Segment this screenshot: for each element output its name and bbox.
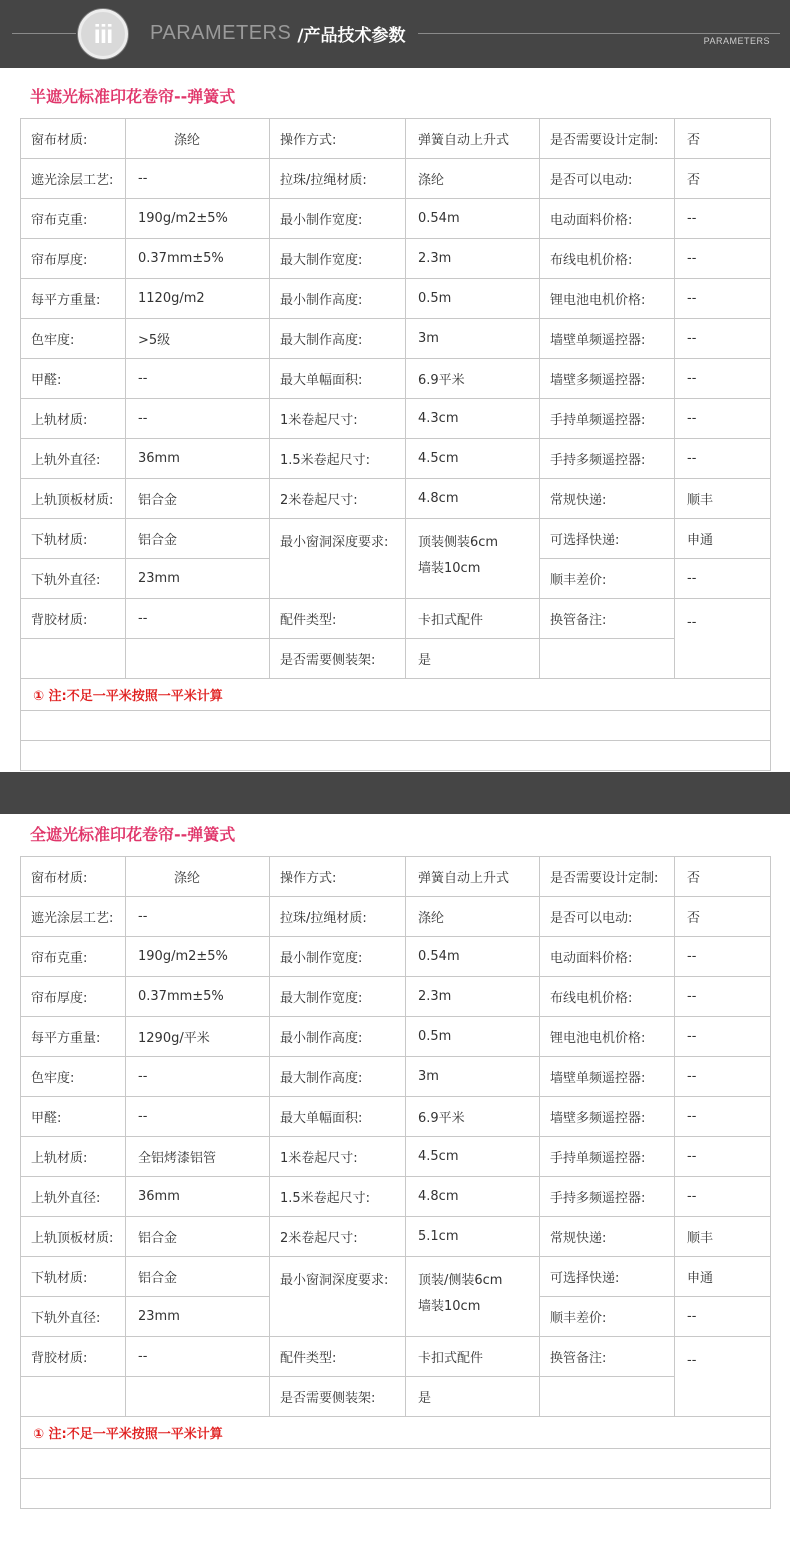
param-value: -- <box>675 199 771 239</box>
table-row <box>21 741 771 771</box>
table-row <box>21 599 771 639</box>
param-value: 顺丰 <box>675 1217 771 1257</box>
param-label: 是否需要设计定制: <box>540 119 675 159</box>
param-value: 0.54m <box>406 199 540 239</box>
param-label: 最小制作宽度: <box>270 937 406 977</box>
param-value: -- <box>675 1057 771 1097</box>
logo-badge <box>78 9 128 59</box>
table-row <box>21 479 771 519</box>
table-row <box>21 1257 771 1297</box>
param-value: -- <box>675 1097 771 1137</box>
param-label: 1.5米卷起尺寸: <box>270 439 406 479</box>
param-value: 铝合金 <box>126 519 270 559</box>
param-value: -- <box>126 1057 270 1097</box>
table-row <box>21 119 771 159</box>
param-value: 23mm <box>126 559 270 599</box>
param-value: 涤纶 <box>406 897 540 937</box>
param-label: 最大制作宽度: <box>270 977 406 1017</box>
param-label: 最小制作宽度: <box>270 199 406 239</box>
param-label: 电动面料价格: <box>540 199 675 239</box>
param-label: 是否可以电动: <box>540 159 675 199</box>
table-row <box>21 239 771 279</box>
param-value: 卡扣式配件 <box>406 599 540 639</box>
param-label: 锂电池电机价格: <box>540 1017 675 1057</box>
param-label: 最大单幅面积: <box>270 359 406 399</box>
parameter-table <box>20 118 771 771</box>
table-row <box>21 1479 771 1509</box>
table-row <box>21 319 771 359</box>
empty-cell <box>21 639 126 679</box>
param-label: 手持多频遥控器: <box>540 439 675 479</box>
param-label: 是否需要侧装架: <box>270 639 406 679</box>
param-label: 可选择快递: <box>540 519 675 559</box>
param-label: 最大单幅面积: <box>270 1097 406 1137</box>
param-value: -- <box>675 937 771 977</box>
param-value: 0.37mm±5% <box>126 239 270 279</box>
param-value-line: 顶装/侧装6cm <box>418 1273 503 1288</box>
param-label: 上轨外直径: <box>21 1177 126 1217</box>
param-label: 上轨材质: <box>21 1137 126 1177</box>
table-row <box>21 897 771 937</box>
section-title: 半遮光标准印花卷帘--弹簧式 <box>30 87 236 106</box>
empty-cell <box>21 711 771 741</box>
param-value: 190g/m2±5% <box>126 199 270 239</box>
param-label: 帘布克重: <box>21 199 126 239</box>
param-label: 上轨顶板材质: <box>21 1217 126 1257</box>
param-value: 3m <box>406 1057 540 1097</box>
table-row <box>21 439 771 479</box>
param-value: 铝合金 <box>126 479 270 519</box>
header-title <box>150 20 406 46</box>
param-value <box>406 1257 540 1337</box>
param-label: 下轨外直径: <box>21 559 126 599</box>
param-label: 手持单频遥控器: <box>540 1137 675 1177</box>
param-value: 2.3m <box>406 977 540 1017</box>
param-label: 可选择快递: <box>540 1257 675 1297</box>
param-label: 下轨材质: <box>21 519 126 559</box>
param-label: 换管备注: <box>540 1337 675 1377</box>
param-label: 上轨顶板材质: <box>21 479 126 519</box>
param-label: 是否需要设计定制: <box>540 857 675 897</box>
param-value: 0.54m <box>406 937 540 977</box>
param-value: 否 <box>675 897 771 937</box>
param-value: 铝合金 <box>126 1217 270 1257</box>
empty-cell <box>126 639 270 679</box>
param-label: 是否可以电动: <box>540 897 675 937</box>
param-label: 手持单频遥控器: <box>540 399 675 439</box>
param-value: 0.5m <box>406 1017 540 1057</box>
param-value: -- <box>675 359 771 399</box>
param-label: 顺丰差价: <box>540 1297 675 1337</box>
header-rule-left <box>12 33 76 34</box>
table-row <box>21 159 771 199</box>
table-row <box>21 977 771 1017</box>
param-value: 申通 <box>675 519 771 559</box>
table-row <box>21 639 771 679</box>
param-value: 铝合金 <box>126 1257 270 1297</box>
param-value: 6.9平米 <box>406 359 540 399</box>
param-value: 顺丰 <box>675 479 771 519</box>
param-label: 1米卷起尺寸: <box>270 399 406 439</box>
param-label: 常规快递: <box>540 479 675 519</box>
param-label: 拉珠/拉绳材质: <box>270 159 406 199</box>
param-value: 涤纶 <box>406 159 540 199</box>
param-value: 弹簧自动上升式 <box>406 119 540 159</box>
param-value: 否 <box>675 857 771 897</box>
table-row <box>21 1449 771 1479</box>
param-value: -- <box>675 239 771 279</box>
param-value: -- <box>675 1017 771 1057</box>
param-value: -- <box>126 599 270 639</box>
note-text: ① 注:不足一平米按照一平米计算 <box>21 679 771 711</box>
param-label: 常规快递: <box>540 1217 675 1257</box>
param-label: 窗布材质: <box>21 857 126 897</box>
note-text: ① 注:不足一平米按照一平米计算 <box>21 1417 771 1449</box>
param-label: 顺丰差价: <box>540 559 675 599</box>
param-value: 否 <box>675 159 771 199</box>
param-label: 配件类型: <box>270 599 406 639</box>
param-value: -- <box>126 897 270 937</box>
table-row <box>21 519 771 559</box>
param-value: -- <box>675 1337 771 1417</box>
param-value: >5级 <box>126 319 270 359</box>
param-label: 1.5米卷起尺寸: <box>270 1177 406 1217</box>
param-value: -- <box>675 319 771 359</box>
param-value: -- <box>675 599 771 679</box>
param-label: 手持多频遥控器: <box>540 1177 675 1217</box>
param-value: 4.5cm <box>406 1137 540 1177</box>
param-value: 0.5m <box>406 279 540 319</box>
empty-cell <box>21 1377 126 1417</box>
header-rule-right <box>418 33 780 34</box>
table-row <box>21 199 771 239</box>
param-value: -- <box>126 159 270 199</box>
param-value: 全铝烤漆铝管 <box>126 1137 270 1177</box>
param-value: -- <box>126 399 270 439</box>
table-row <box>21 1337 771 1377</box>
param-label: 电动面料价格: <box>540 937 675 977</box>
param-value: -- <box>675 399 771 439</box>
param-label: 每平方重量: <box>21 1017 126 1057</box>
param-label: 最小制作高度: <box>270 279 406 319</box>
param-value: 4.3cm <box>406 399 540 439</box>
table-row <box>21 359 771 399</box>
param-label: 背胶材质: <box>21 599 126 639</box>
param-label: 帘布厚度: <box>21 977 126 1017</box>
param-value-line: 顶装侧装6cm <box>418 535 499 550</box>
param-value: -- <box>675 439 771 479</box>
param-value: 190g/m2±5% <box>126 937 270 977</box>
table-row <box>21 1177 771 1217</box>
table-row <box>21 1417 771 1449</box>
header-title-en: PARAMETERS <box>150 21 292 44</box>
param-label: 操作方式: <box>270 119 406 159</box>
empty-cell <box>540 1377 675 1417</box>
param-label: 最大制作宽度: <box>270 239 406 279</box>
param-label: 最小窗洞深度要求: <box>270 519 406 599</box>
param-label: 遮光涂层工艺: <box>21 897 126 937</box>
param-value: 23mm <box>126 1297 270 1337</box>
table-row <box>21 679 771 711</box>
param-label: 最小窗洞深度要求: <box>270 1257 406 1337</box>
param-value: -- <box>126 1097 270 1137</box>
param-value: 申通 <box>675 1257 771 1297</box>
table-row <box>21 1377 771 1417</box>
param-label: 甲醛: <box>21 1097 126 1137</box>
param-label: 下轨外直径: <box>21 1297 126 1337</box>
param-label: 上轨外直径: <box>21 439 126 479</box>
param-label: 锂电池电机价格: <box>540 279 675 319</box>
param-label: 2米卷起尺寸: <box>270 1217 406 1257</box>
section-divider-band <box>0 772 790 814</box>
param-label: 帘布克重: <box>21 937 126 977</box>
empty-cell <box>21 1479 771 1509</box>
param-value: 4.5cm <box>406 439 540 479</box>
param-label: 2米卷起尺寸: <box>270 479 406 519</box>
param-label: 遮光涂层工艺: <box>21 159 126 199</box>
table-row <box>21 937 771 977</box>
param-label: 操作方式: <box>270 857 406 897</box>
param-label: 上轨材质: <box>21 399 126 439</box>
param-label: 色牢度: <box>21 319 126 359</box>
param-label: 甲醛: <box>21 359 126 399</box>
param-value: 3m <box>406 319 540 359</box>
param-value: 5.1cm <box>406 1217 540 1257</box>
param-value: 涤纶 <box>126 857 270 897</box>
param-label: 是否需要侧装架: <box>270 1377 406 1417</box>
param-value-line: 墙装10cm <box>418 1299 481 1314</box>
param-value: 2.3m <box>406 239 540 279</box>
param-value-line: 墙装10cm <box>418 561 481 576</box>
param-label: 帘布厚度: <box>21 239 126 279</box>
parameter-table <box>20 856 771 1509</box>
param-value: 否 <box>675 119 771 159</box>
param-value: 36mm <box>126 1177 270 1217</box>
param-value <box>406 519 540 599</box>
empty-cell <box>540 639 675 679</box>
param-label: 墙壁多频遥控器: <box>540 1097 675 1137</box>
param-label: 拉珠/拉绳材质: <box>270 897 406 937</box>
param-label: 墙壁单频遥控器: <box>540 1057 675 1097</box>
param-value: -- <box>126 1337 270 1377</box>
param-label: 布线电机价格: <box>540 239 675 279</box>
param-value: 1120g/m2 <box>126 279 270 319</box>
param-value: -- <box>126 359 270 399</box>
param-label: 布线电机价格: <box>540 977 675 1017</box>
param-value: -- <box>675 1177 771 1217</box>
header-small-label: PARAMETERS <box>703 36 770 46</box>
param-value: 卡扣式配件 <box>406 1337 540 1377</box>
param-label: 墙壁多频遥控器: <box>540 359 675 399</box>
param-value: 1290g/平米 <box>126 1017 270 1057</box>
param-value: 36mm <box>126 439 270 479</box>
param-label: 换管备注: <box>540 599 675 639</box>
param-value: 弹簧自动上升式 <box>406 857 540 897</box>
table-row <box>21 1057 771 1097</box>
page-header <box>0 0 790 68</box>
logo-text: iii <box>93 18 113 49</box>
param-label: 最大制作高度: <box>270 319 406 359</box>
param-label: 最小制作高度: <box>270 1017 406 1057</box>
param-value: -- <box>675 279 771 319</box>
table-row <box>21 711 771 741</box>
param-value: 涤纶 <box>126 119 270 159</box>
table-row <box>21 857 771 897</box>
param-value: 0.37mm±5% <box>126 977 270 1017</box>
table-row <box>21 1217 771 1257</box>
param-label: 窗布材质: <box>21 119 126 159</box>
param-label: 背胶材质: <box>21 1337 126 1377</box>
param-label: 墙壁单频遥控器: <box>540 319 675 359</box>
table-row <box>21 1017 771 1057</box>
empty-cell <box>126 1377 270 1417</box>
param-value: -- <box>675 1297 771 1337</box>
param-value: 4.8cm <box>406 1177 540 1217</box>
param-value: 是 <box>406 639 540 679</box>
param-label: 色牢度: <box>21 1057 126 1097</box>
param-label: 1米卷起尺寸: <box>270 1137 406 1177</box>
table-row <box>21 1137 771 1177</box>
param-value: -- <box>675 1137 771 1177</box>
empty-cell <box>21 741 771 771</box>
param-value: 6.9平米 <box>406 1097 540 1137</box>
table-row <box>21 1097 771 1137</box>
param-label: 配件类型: <box>270 1337 406 1377</box>
param-label: 下轨材质: <box>21 1257 126 1297</box>
section-title: 全遮光标准印花卷帘--弹簧式 <box>30 825 236 844</box>
param-label: 每平方重量: <box>21 279 126 319</box>
header-title-cn: /产品技术参数 <box>297 25 406 46</box>
table-row <box>21 279 771 319</box>
param-label: 最大制作高度: <box>270 1057 406 1097</box>
empty-cell <box>21 1449 771 1479</box>
param-value: -- <box>675 559 771 599</box>
table-row <box>21 399 771 439</box>
param-value: 4.8cm <box>406 479 540 519</box>
param-value: -- <box>675 977 771 1017</box>
param-value: 是 <box>406 1377 540 1417</box>
